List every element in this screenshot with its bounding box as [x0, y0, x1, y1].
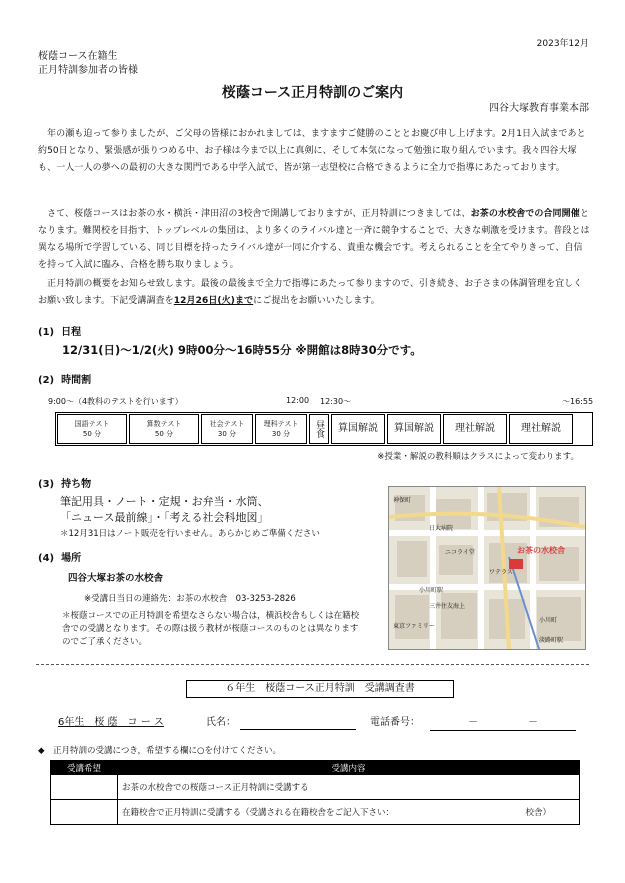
map-label-8: 東京ファミリー — [393, 623, 435, 630]
survey-row-2-checkbox[interactable] — [51, 800, 118, 825]
map-label-ochanomizu: お茶の水校舎 — [517, 546, 565, 555]
survey-row-1-content: お茶の水校舎での桜蔭コース正月特訓に受講する — [118, 775, 580, 800]
paragraph-2: さて、桜蔭コースはお茶の水・横浜・津田沼の3校舎で開講しておりますが、正月特訓につきましては、お茶の水校舎での合同開催となります。難関校を目指す、トップレベルの集団は、より多くのライバル達と一斉に競争することで、大きな刺激を受けます。普段とは異なる場所で学習している、同じ目標を持ったライバル達が一同に介する、貴重な機会です。考えられることを全てやりきって、自信を持って入試に臨み、合格を勝ち取りましょう。 — [38, 209, 590, 270]
survey-row-1 — [51, 775, 580, 800]
timetable-end: ～16:55 — [562, 397, 594, 406]
page-title: 桜蔭コース正月特訓のご案内 — [221, 85, 404, 101]
items-line-2: 「ニュース最前線」・「考える社会科地図」 — [60, 511, 269, 524]
timetable-cell-science-test: 理科テスト 30 分 — [255, 414, 307, 444]
sender: 四谷大塚教育事業本部 — [489, 103, 589, 114]
map-label-1: 日大病院 — [429, 525, 454, 532]
map-label-2: ニコライ堂 — [445, 549, 475, 556]
timetable-cell-explanation-4: 理社解説 — [509, 414, 573, 444]
schedule-dates: 12/31(日)～1/2(火) 9時00分～16時55分 ※開館は8時30分です。 — [62, 343, 422, 357]
map-label-6: 三井住友海上 — [429, 603, 466, 610]
timetable-cell-explanation-3: 理社解説 — [443, 414, 507, 444]
timetable-note: ※授業・解説の教科順はクラスによって変わります。 — [377, 452, 579, 462]
addressee-2: 正月特訓参加者の皆様 — [38, 65, 138, 76]
survey-table — [50, 760, 580, 825]
survey-row-1-checkbox[interactable] — [51, 775, 118, 800]
section-4-header: (4) 場所 — [38, 553, 82, 564]
timetable-cell-math-test: 算数テスト 50 分 — [129, 414, 199, 444]
timetable-cell-lunch: 昼食 — [309, 414, 329, 444]
venue-contact: ※受講日当日の連絡先：お茶の水校舎 03-3253-2826 — [84, 594, 296, 604]
survey-instruction: ◆ 正月特訓の受講につき，希望する欄に○を付けてください。 — [38, 746, 281, 756]
phone-label: 電話番号： — [370, 717, 420, 728]
section-1-header: (1) 日程 — [38, 327, 82, 338]
timetable-start: 9:00～（4教科のテストを行います） — [48, 397, 183, 406]
section-3-header: (3) 持ち物 — [38, 479, 92, 490]
map-label-7: 小川町 — [539, 617, 558, 624]
cut-line — [36, 664, 589, 665]
timetable-cell-explanation-1: 算国解説 — [331, 414, 385, 444]
date: 2023年12月 — [536, 39, 589, 49]
timetable — [55, 412, 593, 446]
timetable-afternoon: 12:30～ — [320, 397, 352, 406]
timetable-cell-social-test: 社会テスト 30 分 — [201, 414, 253, 444]
map-label-5: 淡路町駅 — [539, 637, 564, 644]
timetable-cell-explanation-2: 算国解説 — [387, 414, 441, 444]
survey-title: ６年生 桜蔭コース正月特訓 受講調査書 — [186, 680, 454, 698]
phone-field[interactable]: － － — [430, 716, 576, 731]
map-label-9: 神保町 — [393, 497, 412, 504]
col-preference: 受講希望 — [51, 761, 118, 775]
col-content: 受講内容 — [118, 761, 580, 775]
paragraph-3: 正月特訓の概要をお知らせ致します。最後の最後まで全力で指導にあたって参りますので、引き続き、お子さまの体調管理を宜しくお願い致します。下記受講調査を12月26日(火)までにご提出をお願いいたします。 — [38, 279, 583, 306]
location-map — [388, 486, 586, 650]
name-field[interactable] — [240, 729, 356, 730]
survey-table-header — [51, 761, 580, 775]
name-label: 氏名： — [206, 717, 236, 728]
timetable-noon: 12:00 — [286, 396, 310, 405]
venue-name: 四谷大塚お茶の水校舎 — [68, 573, 164, 584]
paragraph-1: 年の瀬も迫って参りましたが、ご父母の皆様におかれましては、ますますご健勝のこととお慶び申し上げます。2月1日入試まであと約50日となり、緊張感が張りつめる中、お子様は今まで以上に真剣に、そして本気になって勉強に取り組んでいます。我々四谷大塚も、一人一人の夢への最初の大きな関門である中学入試で、皆が第一志望校に合格できるように全力で指導にあたっております。 — [38, 129, 586, 173]
venue-note: ＊桜蔭コースでの正月特訓を希望なさらない場合は，横浜校舎もしくは在籍校舎での受講となります。その際は扱う教材が桜蔭コースのものとは異なりますのでご了承ください。 — [62, 611, 360, 647]
survey-row-2 — [51, 800, 580, 825]
items-note: ＊12月31日はノート販売を行いません。あらかじめご準備ください — [60, 529, 320, 539]
section-2-header: (2) 時間割 — [38, 375, 92, 386]
map-label-3: ワテラス — [489, 569, 513, 576]
items-line-1: 筆記用具・ノート・定規・お弁当・水筒、 — [60, 495, 269, 508]
timetable-cell-japanese-test: 国語テスト 50 分 — [57, 414, 127, 444]
survey-grade-course: 6年生 桜 蔭 コ ー ス — [58, 717, 164, 728]
survey-row-2-content: 在籍校舎で正月特訓に受講する（受講される在籍校舎をご記入下さい： 校舎） — [118, 800, 580, 825]
map-label-4: 小川町駅 — [419, 587, 444, 594]
addressee-1: 桜蔭コース在籍生 — [38, 51, 118, 62]
